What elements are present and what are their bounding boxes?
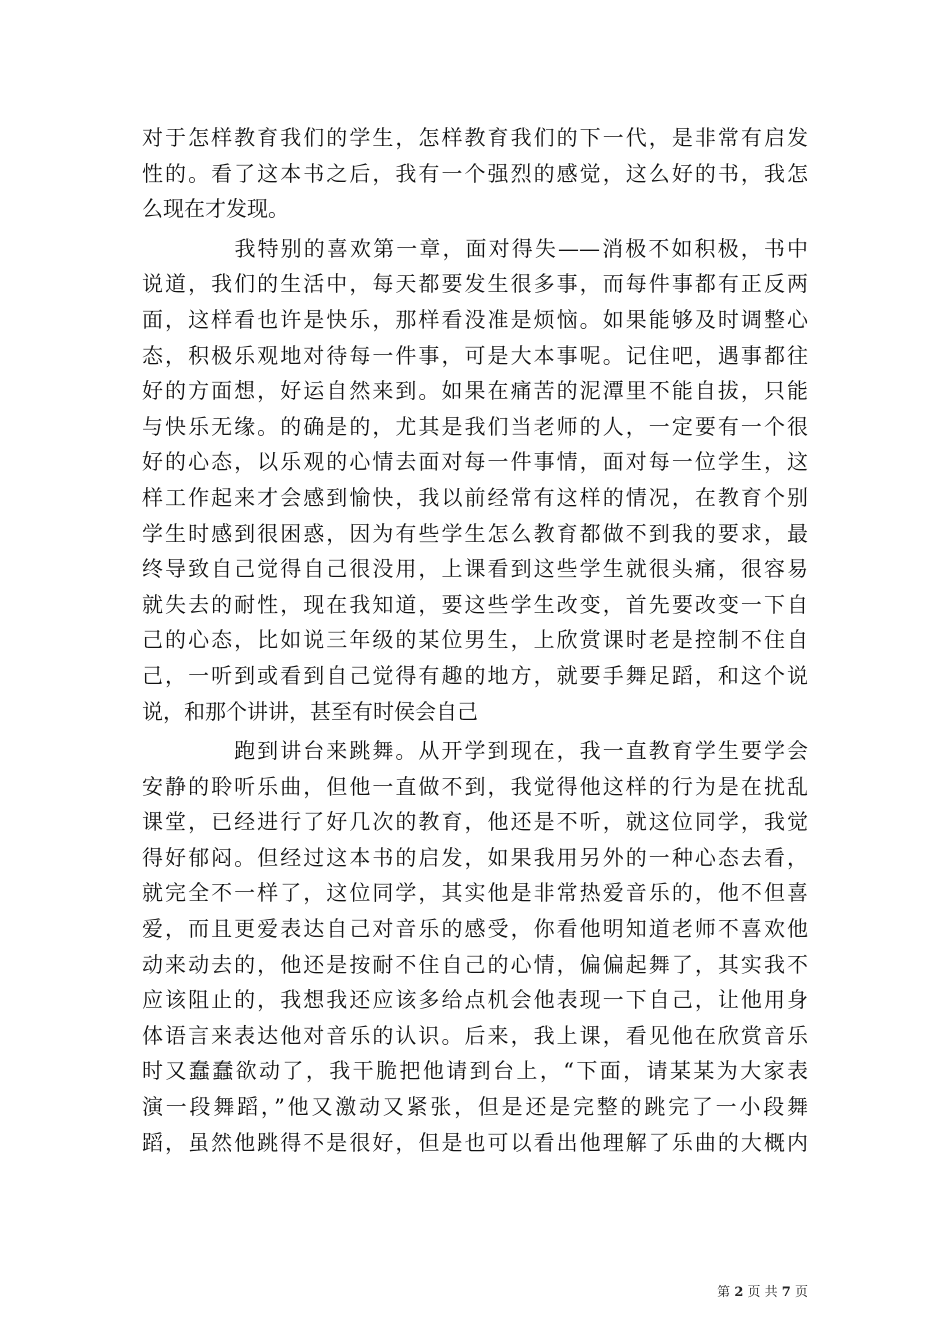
text-line: 体语言来表达他对音乐的认识。后来，我上课，看见他在欣赏音乐 xyxy=(142,1023,808,1048)
text-line: 说，和那个讲讲，甚至有时侯会自己 xyxy=(142,699,478,724)
current-page-number: 2 xyxy=(734,1285,744,1300)
text-line: 得好郁闷。但经过这本书的启发，如果我用另外的一种心态去看， xyxy=(142,845,808,870)
text-line: 面，这样看也许是快乐，那样看没准是烦恼。如果能够及时调整心 xyxy=(142,307,808,332)
text-line: 么现在才发现。 xyxy=(142,197,289,222)
paragraph-3 xyxy=(142,734,808,1161)
text-line: 性的。看了这本书之后，我有一个强烈的感觉，这么好的书，我怎 xyxy=(142,161,808,186)
text-line: 就完全不一样了，这位同学，其实他是非常热爱音乐的，他不但喜 xyxy=(142,881,808,906)
text-line: 应该阻止的，我想我还应该多给点机会他表现一下自己，让他用身 xyxy=(142,988,808,1013)
text-line: 动来动去的，他还是按耐不住自己的心情，偏偏起舞了，其实我不 xyxy=(142,952,808,977)
text-line: 好的方面想，好运自然来到。如果在痛苦的泥潭里不能自拔，只能 xyxy=(142,379,808,404)
paragraph-2 xyxy=(142,232,808,730)
footer-middle: 页 共 xyxy=(747,1285,778,1300)
document-body xyxy=(142,121,808,1161)
text-line: 与快乐无缘。的确是的，尤其是我们当老师的人，一定要有一个很 xyxy=(142,414,808,439)
text-line: 爱，而且更爱表达自己对音乐的感受，你看他明知道老师不喜欢他 xyxy=(142,917,808,942)
text-line: 跑到讲台来跳舞。从开学到现在，我一直教育学生要学会 xyxy=(142,739,808,764)
total-page-number: 7 xyxy=(781,1285,791,1300)
text-line: 终导致自己觉得自己很没用，上课看到这些学生就很头痛，很容易 xyxy=(142,557,808,582)
text-line: 蹈，虽然他跳得不是很好，但是也可以看出他理解了乐曲的大概内 xyxy=(142,1130,808,1155)
text-line: 学生时感到很困惑，因为有些学生怎么教育都做不到我的要求，最 xyxy=(142,521,808,546)
text-line: 安静的聆听乐曲，但他一直做不到，我觉得他这样的行为是在扰乱 xyxy=(142,774,808,799)
text-line: 演一段舞蹈，”他又激动又紧张，但是还是完整的跳完了一小段舞 xyxy=(142,1095,808,1120)
text-line: 样工作起来才会感到愉快，我以前经常有这样的情况，在教育个别 xyxy=(142,485,808,510)
footer-suffix: 页 xyxy=(794,1285,808,1300)
text-line: 课堂，已经进行了好几次的教育，他还是不听，就这位同学，我觉 xyxy=(142,810,808,835)
text-line: 时又蠢蠢欲动了，我干脆把他请到台上，“下面，请某某为大家表 xyxy=(142,1059,808,1084)
text-line: 己的心态，比如说三年级的某位男生，上欣赏课时老是控制不住自 xyxy=(142,628,808,653)
paragraph-1 xyxy=(142,121,808,228)
text-line: 说道，我们的生活中，每天都要发生很多事，而每件事都有正反两 xyxy=(142,272,808,297)
text-line: 对于怎样教育我们的学生，怎样教育我们的下一代，是非常有启发 xyxy=(142,126,808,150)
footer-prefix: 第 xyxy=(717,1285,731,1300)
text-line: 态，积极乐观地对待每一件事，可是大本事呢。记住吧，遇事都往 xyxy=(142,343,808,368)
text-line: 好的心态，以乐观的心情去面对每一件事情，面对每一位学生，这 xyxy=(142,450,808,475)
page-number-footer xyxy=(717,1284,808,1302)
text-line: 就失去的耐性，现在我知道，要这些学生改变，首先要改变一下自 xyxy=(142,592,808,617)
text-line: 我特别的喜欢第一章，面对得失——消极不如积极，书中 xyxy=(142,236,808,261)
text-line: 己，一听到或看到自己觉得有趣的地方，就要手舞足蹈，和这个说 xyxy=(142,663,808,688)
